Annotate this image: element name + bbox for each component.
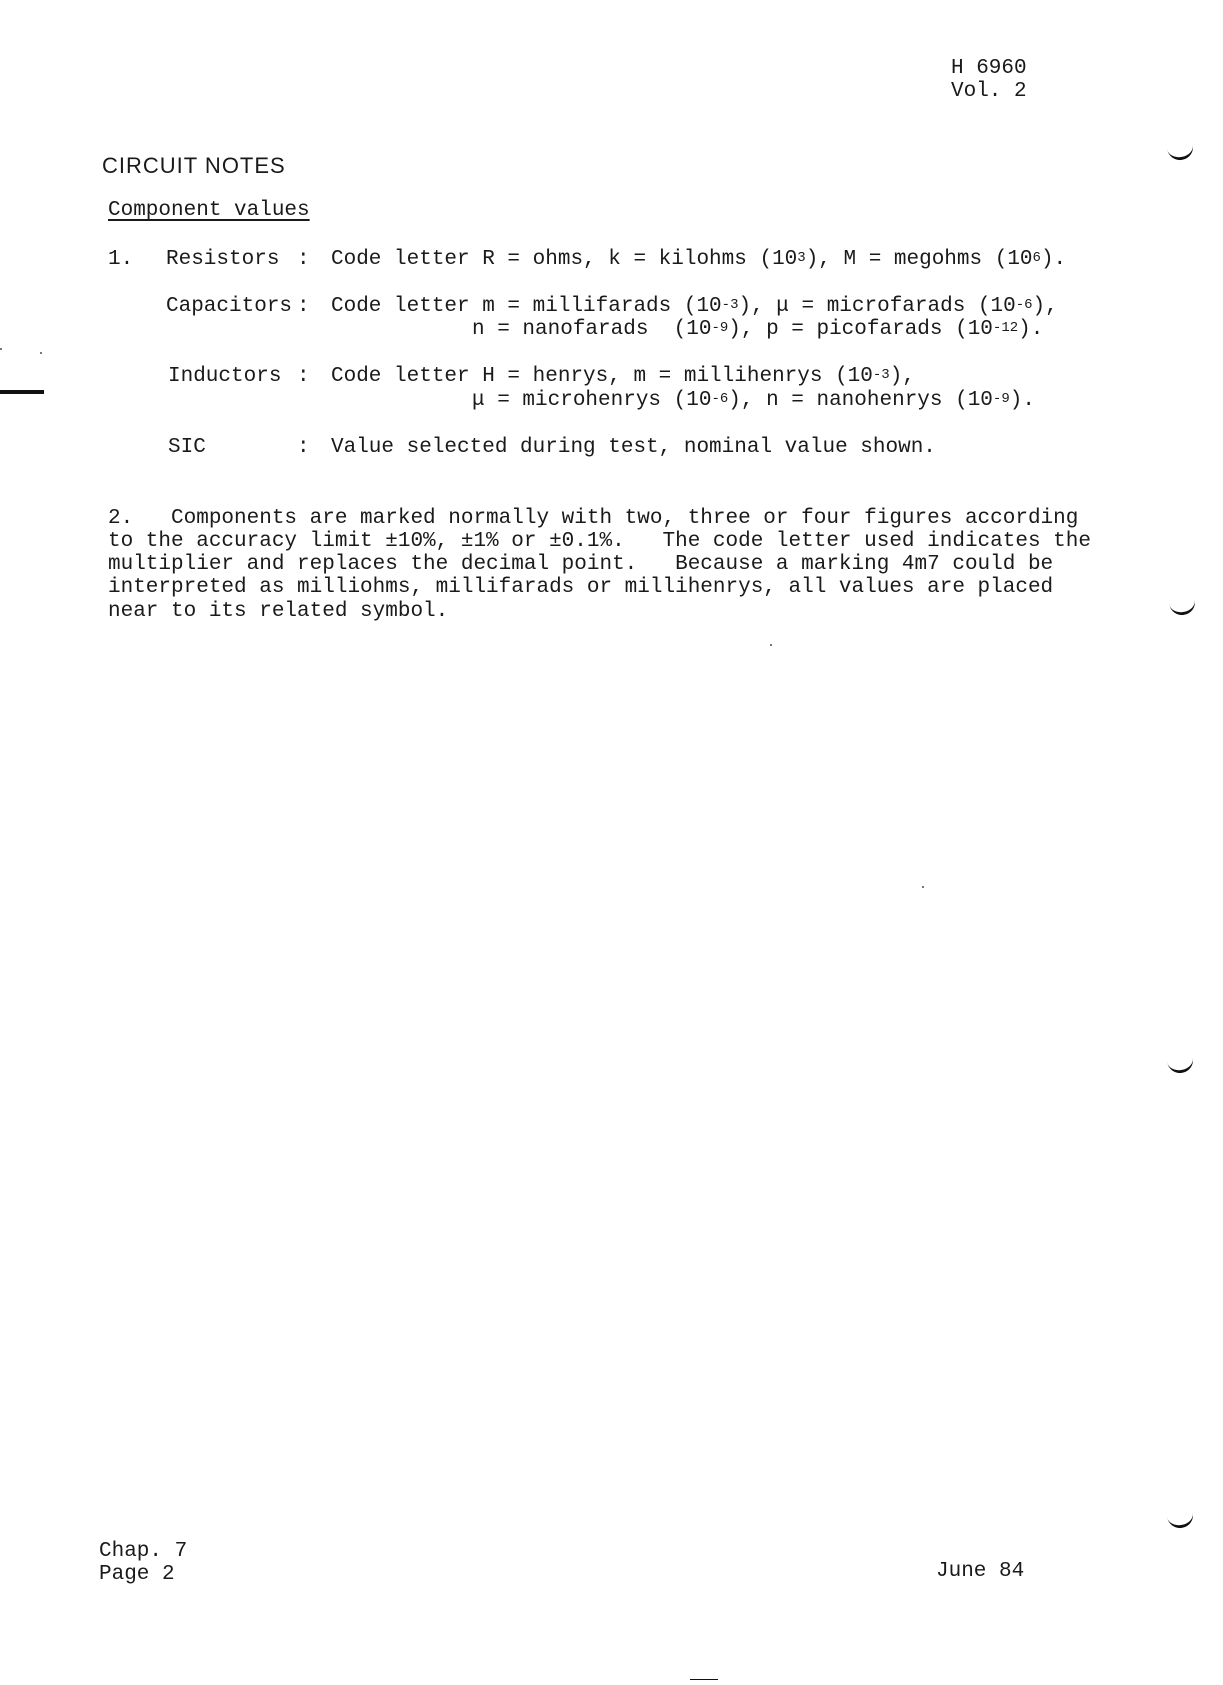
inductors-definition-line1: Code letter H = henrys, m = millihenrys $(10^{-3})$, <box>331 365 915 388</box>
bottom-edge-mark <box>690 1679 718 1680</box>
item-number-1: 1. <box>108 248 134 271</box>
capacitors-label: Capacitors <box>166 295 293 318</box>
footer-page: Page 2 <box>99 1563 175 1586</box>
item2-line-5: near to its related symbol. <box>108 600 449 623</box>
volume-number: Vol. 2 <box>951 80 1027 103</box>
scan-speck <box>0 348 2 350</box>
capacitors-definition-line1: Code letter m = millifarads $(10^{-3})$, μ = microfarads $(10^{-6})$, <box>331 295 1058 318</box>
item2-line-4: interpreted as milliohms, millifarads or millihenrys, all values are placed <box>108 576 1054 599</box>
capacitors-colon: : <box>297 295 310 318</box>
resistors-colon: : <box>297 248 310 271</box>
scan-speck <box>922 886 924 888</box>
capacitors-definition-line2: n = nanofarads $(10^{-9})$, p = picofarads $(10^{-12})$. <box>472 318 1044 341</box>
punch-hole-mark <box>1169 598 1197 617</box>
sic-definition: Value selected during test, nominal value shown. <box>331 436 936 459</box>
punch-hole-mark <box>1167 1511 1195 1530</box>
inductors-label: Inductors <box>168 365 282 388</box>
footer-chapter: Chap. 7 <box>99 1540 188 1563</box>
resistors-definition: Code letter R = ohms, k = kilohms $(10^3)$, M = megohms $(10^6)$. <box>331 248 1067 271</box>
inductors-definition-line2: μ = microhenrys $(10^{-6})$, n = nanohenrys $(10^{-9})$. <box>472 389 1035 412</box>
scan-speck <box>770 644 772 646</box>
section-heading: Component values <box>108 199 310 222</box>
scan-speck <box>40 352 42 354</box>
punch-hole-mark <box>1167 1056 1195 1075</box>
sic-colon: : <box>297 436 310 459</box>
document-number: H 6960 <box>951 57 1027 80</box>
inductors-colon: : <box>297 365 310 388</box>
resistors-label: Resistors <box>166 248 280 271</box>
footer-date: June 84 <box>936 1560 1025 1583</box>
punch-hole-mark <box>1167 143 1195 162</box>
item2-line-2: to the accuracy limit ±10%, ±1% or ±0.1%. The code letter used indicates the <box>108 530 1091 553</box>
page-title: CIRCUIT NOTES <box>102 153 286 178</box>
margin-rule-mark <box>0 390 44 394</box>
item2-line-3: multiplier and replaces the decimal point. Because a marking 4m7 could be <box>108 553 1054 576</box>
sic-label: SIC <box>168 436 206 459</box>
item2-line-1: 2. Components are marked normally with two, three or four figures according <box>108 507 1079 530</box>
